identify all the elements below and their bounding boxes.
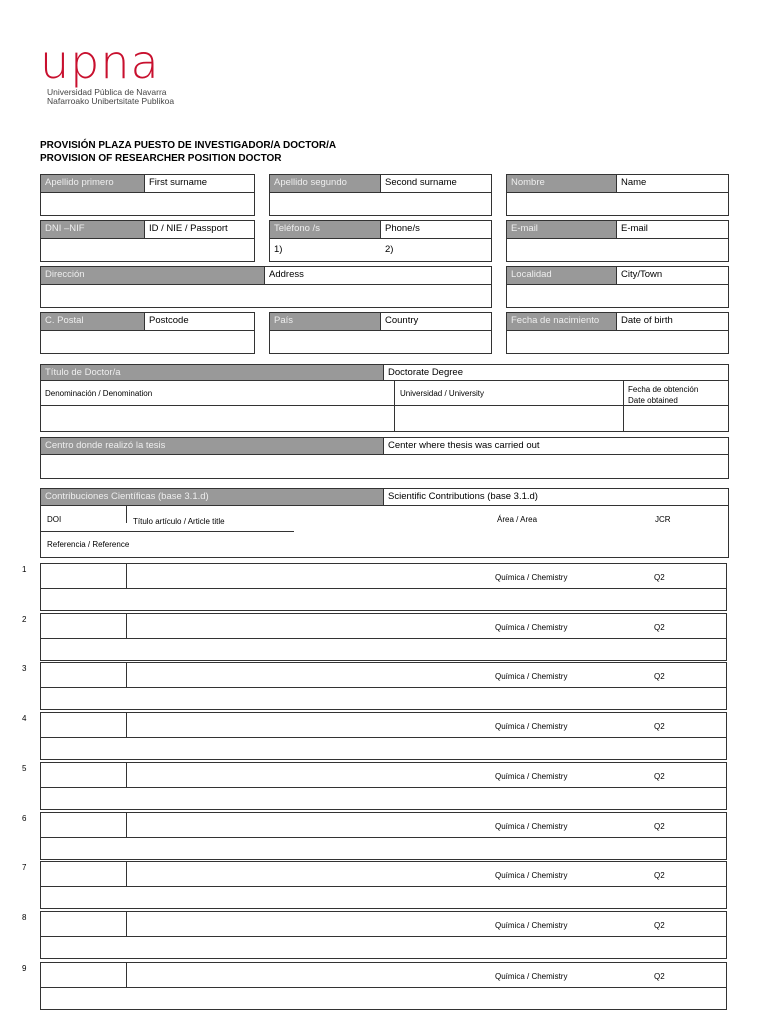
address-field[interactable] [40,266,492,308]
city-label-en: City/Town [621,269,663,280]
birthdate-label-en: Date of birth [621,315,673,326]
name-field[interactable] [506,174,729,216]
contribution-row-number: 2 [22,615,27,624]
thesis-center-label-en: Center where thesis was carried out [388,440,540,451]
contribution-row-number: 6 [22,814,27,823]
contribution-row[interactable] [40,613,727,661]
contribution-row[interactable] [40,962,727,1010]
date-obtained-es: Fecha de obtención [628,385,699,394]
university-name-es: Universidad Pública de Navarra [47,87,167,97]
doctorate-label-en: Doctorate Degree [388,367,463,378]
upna-logo: upna [40,35,160,89]
contribution-area: Química / Chemistry [495,921,568,930]
second-surname-label-es: Apellido segundo [270,175,381,193]
contribution-area: Química / Chemistry [495,972,568,981]
id-label-en: ID / NIE / Passport [149,223,228,234]
contribution-jcr: Q2 [654,672,665,681]
second-surname-label-en: Second surname [385,177,457,188]
contribution-row-number: 7 [22,863,27,872]
phone-label-es: Teléfono /s [270,221,381,239]
reference-column-header: Referencia / Reference [47,540,130,549]
contribution-area: Química / Chemistry [495,722,568,731]
contribution-row[interactable] [40,563,727,611]
email-label-es: E-mail [507,221,617,239]
contribution-area: Química / Chemistry [495,672,568,681]
postcode-field[interactable] [40,312,255,354]
phone-field[interactable] [269,220,492,262]
id-field[interactable] [40,220,255,262]
phone-label-en: Phone/s [385,223,420,234]
contribution-jcr: Q2 [654,573,665,582]
denomination-label: Denominación / Denomination [45,389,153,398]
id-label-es: DNI –NIF [41,221,145,239]
contribution-jcr: Q2 [654,722,665,731]
contribution-row-number: 8 [22,913,27,922]
country-label-en: Country [385,315,419,326]
second-surname-field[interactable] [269,174,492,216]
doctorate-label-es: Título de Doctor/a [41,365,384,381]
contribution-row-number: 3 [22,664,27,673]
email-field[interactable] [506,220,729,262]
contribution-area: Química / Chemistry [495,573,568,582]
form-title-en: PROVISION OF RESEARCHER POSITION DOCTOR [40,153,282,164]
date-obtained-en: Date obtained [628,396,678,405]
contribution-jcr: Q2 [654,972,665,981]
country-field[interactable] [269,312,492,354]
contribution-row[interactable] [40,812,727,860]
first-surname-label-en: First surname [149,177,208,188]
address-label-en: Address [269,269,304,280]
contribution-row[interactable] [40,762,727,810]
contribution-area: Química / Chemistry [495,871,568,880]
contribution-jcr: Q2 [654,921,665,930]
contribution-row[interactable] [40,712,727,760]
birthdate-label-es: Fecha de nacimiento [507,313,617,331]
form-title-es: PROVISIÓN PLAZA PUESTO DE INVESTIGADOR/A DOCTOR/A [40,140,337,151]
contribution-jcr: Q2 [654,772,665,781]
doi-column-header: DOI [47,515,62,524]
email-label-en: E-mail [621,223,648,234]
university-name-eu: Nafarroako Unibertsitate Publikoa [47,96,175,106]
contribution-row[interactable] [40,662,727,710]
contribution-jcr: Q2 [654,623,665,632]
thesis-center-field[interactable] [40,437,729,479]
postcode-label-es: C. Postal [41,313,145,331]
contribution-row[interactable] [40,911,727,959]
contributions-label-en: Scientific Contributions (base 3.1.d) [388,491,538,502]
first-surname-field[interactable] [40,174,255,216]
contributions-header [40,488,729,558]
contribution-jcr: Q2 [654,822,665,831]
phone-2-label: 2) [385,244,394,255]
university-label: Universidad / University [400,389,485,398]
name-label-es: Nombre [507,175,617,193]
first-surname-label-es: Apellido primero [41,175,145,193]
contribution-row-number: 5 [22,764,27,773]
contribution-jcr: Q2 [654,871,665,880]
address-label-es: Dirección [41,267,265,285]
contribution-row-number: 9 [22,964,27,973]
area-column-header: Área / Area [497,515,538,524]
country-label-es: País [270,313,381,331]
phone-1-label: 1) [274,244,283,255]
jcr-column-header: JCR [655,515,671,524]
birthdate-field[interactable] [506,312,729,354]
contribution-row[interactable] [40,861,727,909]
contribution-area: Química / Chemistry [495,822,568,831]
contribution-row-number: 1 [22,565,27,574]
contribution-area: Química / Chemistry [495,623,568,632]
contribution-area: Química / Chemistry [495,772,568,781]
thesis-center-label-es: Centro donde realizó la tesis [41,438,384,455]
contribution-row-number: 4 [22,714,27,723]
doctorate-section[interactable] [40,364,729,432]
title-column-header: Título artículo / Article title [133,517,225,526]
city-label-es: Localidad [507,267,617,285]
contributions-label-es: Contribuciones Científicas (base 3.1.d) [41,489,384,506]
city-field[interactable] [506,266,729,308]
postcode-label-en: Postcode [149,315,189,326]
name-label-en: Name [621,177,647,188]
